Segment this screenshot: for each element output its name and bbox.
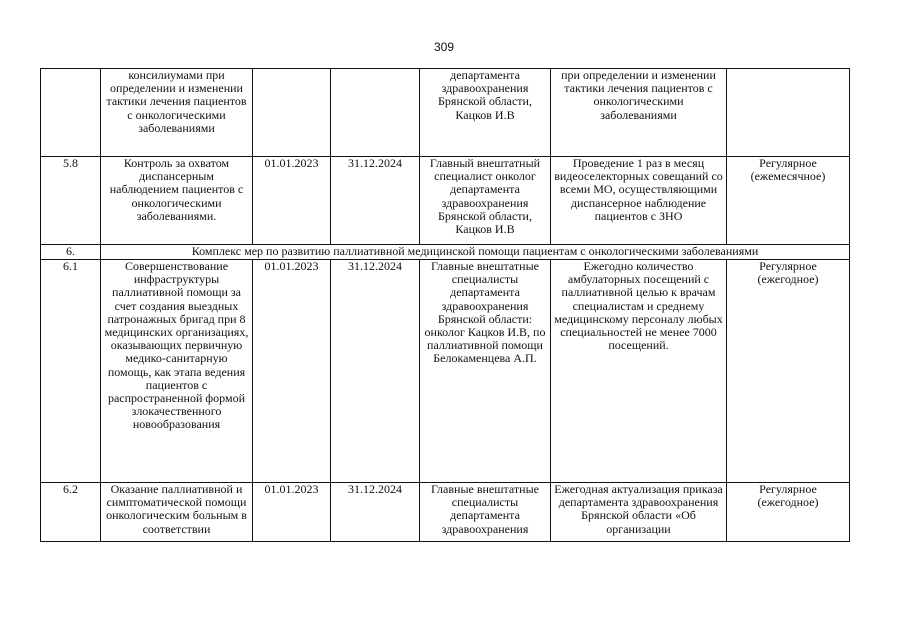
section-title: Комплекс мер по развитию паллиативной медицинской помощи пациентам с онкологическими заболеваниями (101, 245, 850, 260)
start-date-cell: 01.01.2023 (253, 483, 331, 542)
row-number: 6.1 (41, 260, 101, 483)
result-cell: Ежегодная актуализация приказа департамента здравоохранения Брянской области «Об организации (551, 483, 727, 542)
end-date-cell: 31.12.2024 (331, 260, 420, 483)
end-date-cell (331, 69, 420, 157)
section-number: 6. (41, 245, 101, 260)
section-row (41, 245, 850, 260)
table-row (41, 157, 850, 245)
row-number (41, 69, 101, 157)
result-cell: Проведение 1 раз в месяц видеоселекторных совещаний со всеми МО, осуществляющими диспансерное наблюдение пациентов с ЗНО (551, 157, 727, 245)
start-date-cell: 01.01.2023 (253, 157, 331, 245)
type-cell: Регулярное (ежегодное) (727, 483, 850, 542)
result-cell: Ежегодно количество амбулаторных посещений с паллиативной целью к врачам специалистам и среднему медицинскому персоналу любых специальностей не менее 7000 посещений. (551, 260, 727, 483)
measure-cell: Контроль за охватом диспансерным наблюдением пациентов с онкологическими заболеваниями. (101, 157, 253, 245)
row-number: 6.2 (41, 483, 101, 542)
responsible-cell: Главный внештатный специалист онколог департамента здравоохранения Брянской области, Кацков И.В (420, 157, 551, 245)
table-row (41, 483, 850, 542)
type-cell: Регулярное (ежегодное) (727, 260, 850, 483)
responsible-cell: департамента здравоохранения Брянской области, Кацков И.В (420, 69, 551, 157)
measure-cell: консилиумами при определении и изменении тактики лечения пациентов с онкологическими заболеваниями (101, 69, 253, 157)
page-number: 309 (433, 40, 455, 54)
table-row (41, 69, 850, 157)
end-date-cell: 31.12.2024 (331, 157, 420, 245)
start-date-cell (253, 69, 331, 157)
measure-cell: Оказание паллиативной и симптоматической помощи онкологическим больным в соответствии (101, 483, 253, 542)
type-cell: Регулярное (ежемесячное) (727, 157, 850, 245)
result-cell: при определении и изменении тактики лечения пациентов с онкологическими заболеваниями (551, 69, 727, 157)
table-row (41, 260, 850, 483)
responsible-cell: Главные внештатные специалисты департамента здравоохранения Брянской области: онколог Кацков И.В, по паллиативной помощи Белокаменцева А.П. (420, 260, 551, 483)
measure-cell: Совершенствование инфраструктуры паллиативной помощи за счет создания выездных патронажных бригад при 8 медицинских организациях, оказывающих первичную медико-санитарную помощь, как этапа ведения пациентов с распространенной формой злокачественного новообразования (101, 260, 253, 483)
row-number: 5.8 (41, 157, 101, 245)
type-cell (727, 69, 850, 157)
plan-table (40, 68, 850, 542)
responsible-cell: Главные внештатные специалисты департамента здравоохранения (420, 483, 551, 542)
end-date-cell: 31.12.2024 (331, 483, 420, 542)
start-date-cell: 01.01.2023 (253, 260, 331, 483)
